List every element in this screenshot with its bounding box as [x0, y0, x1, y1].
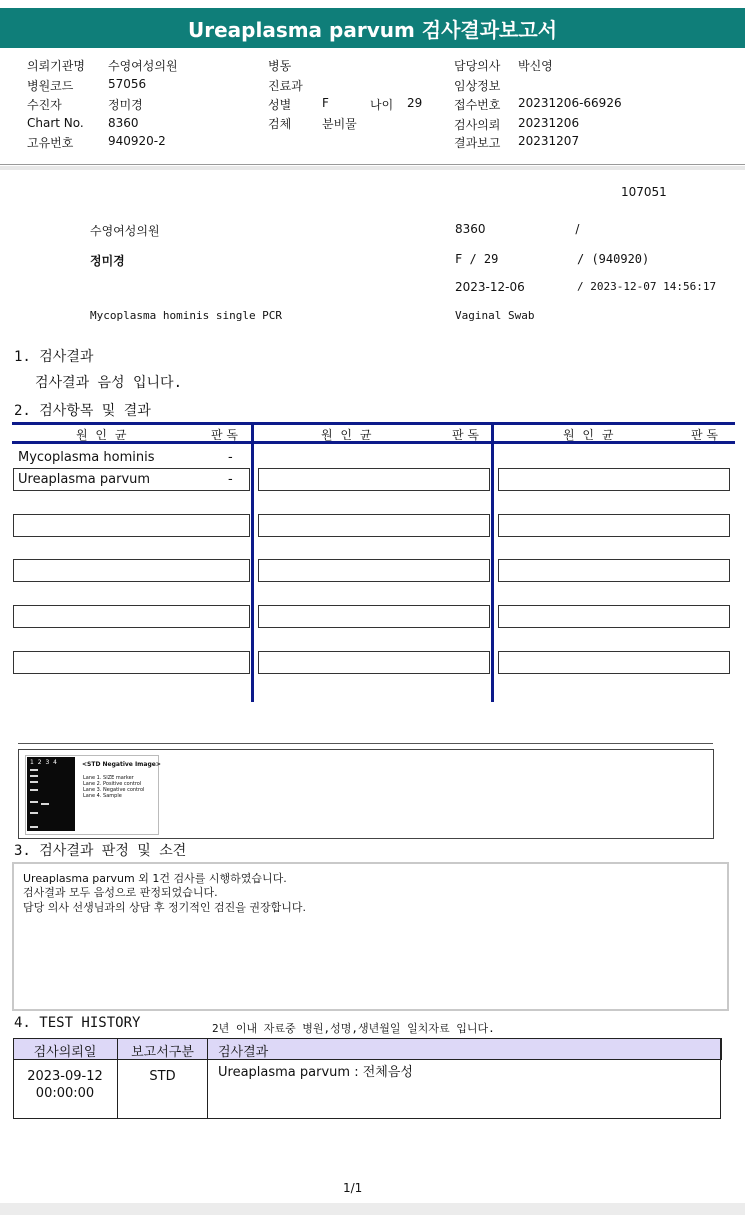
result-cell — [13, 514, 250, 537]
header-divider — [0, 164, 745, 165]
section2-heading: 2. 검사항목 및 결과 — [14, 403, 151, 419]
doc-number: 107051 — [621, 185, 667, 199]
gel-lane-numbers: 1 2 3 4 — [30, 759, 57, 766]
request-value: 20231206 — [518, 116, 580, 130]
gel-lane4: Lane 4. Sample — [83, 793, 122, 799]
hospital-value: 수영여성의원 — [108, 59, 178, 73]
result-cell — [258, 605, 490, 628]
opinion-line2: 검사결과 모두 음성으로 판정되었습니다. — [23, 886, 218, 899]
ward-label: 병동 — [268, 59, 292, 73]
result-row-name: Ureaplasma parvum — [18, 472, 151, 487]
section3-heading: 3. 검사결과 판정 및 소견 — [14, 843, 187, 859]
table-top-rule — [12, 422, 735, 425]
result-cell — [498, 559, 730, 582]
unique-label: 고유번호 — [27, 136, 74, 150]
result-cell — [498, 605, 730, 628]
result-cell — [258, 468, 490, 491]
history-divider-2 — [207, 1038, 208, 1119]
result-cell — [498, 468, 730, 491]
result-cell — [258, 514, 490, 537]
gel-image — [27, 757, 75, 831]
history-col-result: 검사결과 — [218, 1045, 269, 1060]
dept-label: 진료과 — [268, 79, 303, 93]
gel-lane3: Lane 3. Negative control — [83, 787, 145, 793]
history-col-type: 보고서구분 — [131, 1045, 194, 1060]
summary-report-datetime: / 2023-12-07 14:56:17 — [577, 280, 717, 293]
col3-judgment-header: 판 독 — [691, 428, 718, 442]
history-border-right — [720, 1038, 721, 1119]
gel-title: <STD Negative Image> — [82, 761, 161, 768]
gel-lane2: Lane 2. Positive control — [83, 781, 142, 787]
col3-pathogen-header: 원 인 균 — [563, 428, 614, 442]
receipt-value: 20231206-66926 — [518, 96, 622, 110]
result-cell — [258, 559, 490, 582]
report-label: 결과보고 — [454, 136, 501, 150]
opinion-line3: 담당 의사 선생님과의 상담 후 정기적인 검진을 권장합니다. — [23, 901, 306, 914]
table-divider-2 — [491, 422, 494, 702]
patient-value: 정미경 — [108, 98, 143, 112]
page-number: 1/1 — [343, 1181, 363, 1195]
result-cell — [13, 605, 250, 628]
gel-top-rule — [18, 743, 713, 744]
table-divider-1 — [251, 422, 254, 702]
history-bottom-rule — [13, 1118, 721, 1119]
age-value: 29 — [407, 96, 423, 110]
chart-value: 8360 — [108, 116, 139, 130]
doctor-label: 담당의사 — [454, 59, 501, 73]
summary-chart: 8360 / — [455, 222, 580, 236]
doctor-value: 박신영 — [518, 59, 553, 73]
specimen-label: 검체 — [268, 117, 292, 131]
section1-text: 검사결과 음성 입니다. — [35, 375, 183, 391]
result-cell — [498, 651, 730, 674]
history-note: 2년 이내 자료중 병원,성명,생년월일 일치자료 입니다. — [212, 1022, 495, 1035]
history-row-type: STD — [149, 1069, 176, 1084]
history-row-time: 00:00:00 — [35, 1086, 95, 1101]
col2-pathogen-header: 원 인 균 — [321, 428, 372, 442]
opinion-line1: Ureaplasma parvum 외 1건 검사를 시행하였습니다. — [23, 872, 287, 885]
col2-judgment-header: 판 독 — [452, 428, 479, 442]
history-row-date: 2023-09-12 — [27, 1069, 103, 1084]
result-row-value: - — [228, 472, 233, 487]
report-value: 20231207 — [518, 134, 580, 148]
unique-value: 940920-2 — [108, 134, 166, 148]
summary-birth: / (940920) — [577, 252, 650, 266]
result-row-value: - — [228, 450, 233, 465]
code-label: 병원코드 — [27, 79, 74, 93]
patient-label: 수진자 — [27, 98, 62, 112]
report-title: Ureaplasma parvum 검사결과보고서 — [0, 8, 745, 48]
section4-heading: 4. TEST HISTORY — [14, 1015, 141, 1031]
result-cell — [258, 651, 490, 674]
col1-judgment-header: 판 독 — [211, 428, 238, 442]
summary-specimen: Vaginal Swab — [455, 309, 535, 322]
summary-hospital: 수영여성의원 — [90, 224, 160, 238]
summary-request-date: 2023-12-06 — [455, 280, 525, 294]
col1-pathogen-header: 원 인 균 — [76, 428, 127, 442]
sex-label: 성별 — [268, 98, 292, 112]
section1-heading: 1. 검사결과 — [14, 349, 94, 365]
history-row-result: Ureaplasma parvum : 전체음성 — [218, 1065, 413, 1080]
result-row-name: Mycoplasma hominis — [18, 450, 155, 465]
page-bottom-shade — [0, 1203, 745, 1215]
receipt-label: 접수번호 — [454, 98, 501, 112]
hospital-label: 의뢰기관명 — [27, 59, 85, 73]
age-label: 나이 — [370, 98, 394, 112]
summary-patient: 정미경 — [90, 254, 125, 268]
specimen-value: 분비물 — [322, 117, 357, 131]
result-cell — [13, 559, 250, 582]
gel-lane1: Lane 1. SIZE marker — [83, 775, 134, 781]
history-col-date: 검사의뢰일 — [33, 1045, 97, 1060]
summary-sex-age: F / 29 — [455, 252, 499, 266]
summary-test-name: Mycoplasma hominis single PCR — [90, 309, 283, 322]
result-cell — [498, 514, 730, 537]
chart-label: Chart No. — [27, 116, 84, 130]
code-value: 57056 — [108, 77, 147, 91]
request-label: 검사의뢰 — [454, 118, 501, 132]
clinical-label: 임상정보 — [454, 79, 501, 93]
sex-value: F — [322, 96, 329, 110]
header-shade — [0, 166, 745, 170]
result-cell — [13, 651, 250, 674]
